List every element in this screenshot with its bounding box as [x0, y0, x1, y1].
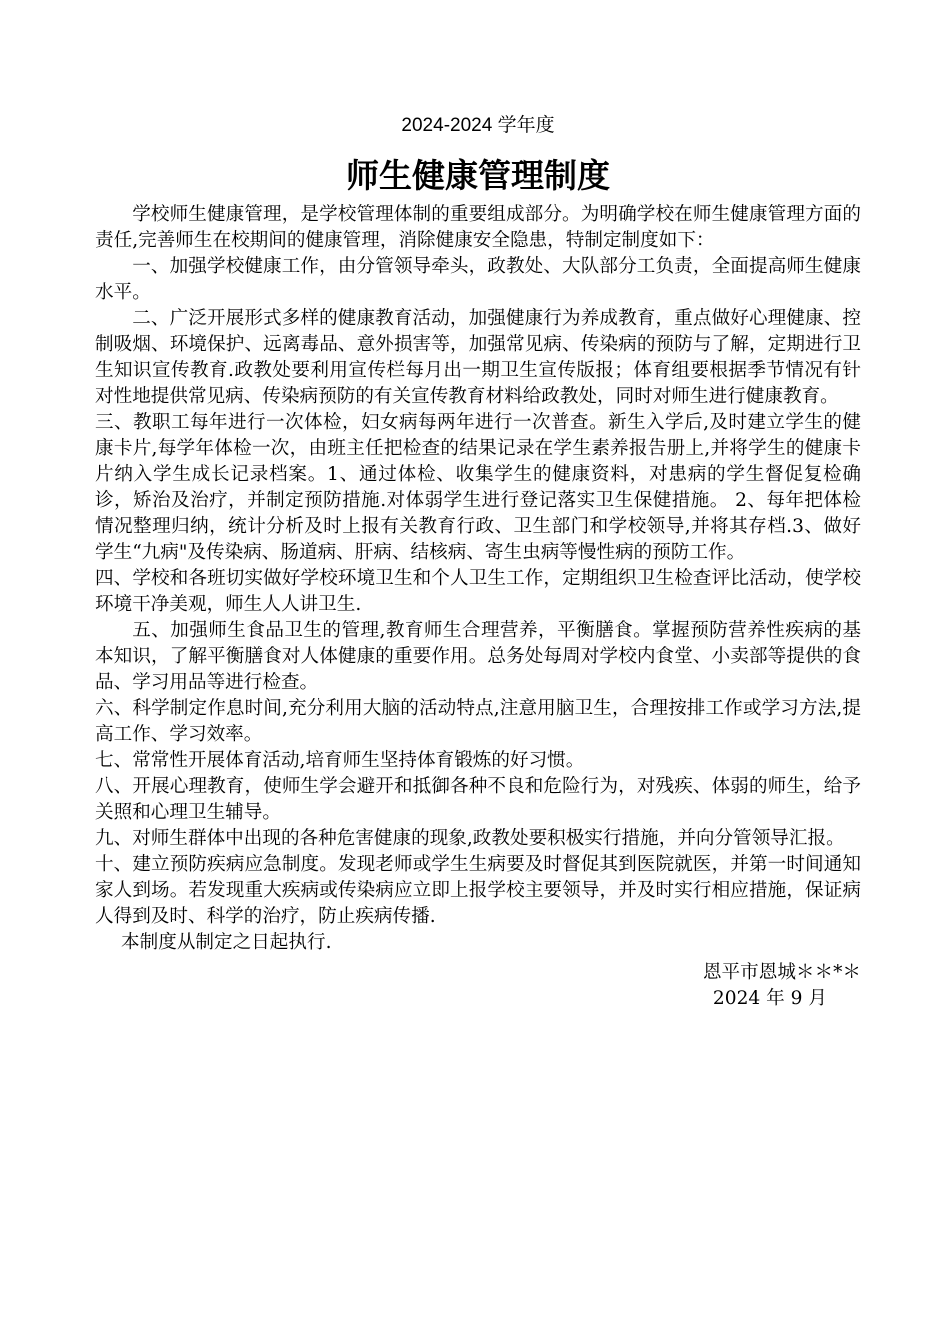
document-title: 师生健康管理制度	[346, 156, 610, 195]
clause-10-paragraph: 十、建立预防疾病应急制度。发现老师或学生生病要及时督促其到医院就医，并第一时间通知家人到场。若发现重大疾病或传染病应立即上报学校主要领导，并及时实行相应措施，保证病人得到及时、科学的治疗，防止疾病传播.	[95, 854, 861, 927]
clause-2-paragraph: 二、广泛开展形式多样的健康教育活动，加强健康行为养成教育，重点做好心理健康、控制吸烟、环境保护、远离毒品、意外损害等，加强常见病、传染病的预防与了解，定期进行卫生知识宣传教育.政教处要利用宣传栏每月出一期卫生宣传版报；体育组要根据季节情况有针对性地提供常见病、传染病预防的有关宣传教育材料给政教处，同时对师生进行健康教育。	[95, 308, 861, 407]
document-page	[95, 112, 861, 1012]
document-body	[95, 202, 861, 956]
clause-8-paragraph: 八、开展心理教育，使师生学会避开和抵御各种不良和危险行为，对残疾、体弱的师生，给予关照和心理卫生辅导。	[95, 776, 861, 823]
clause-6-paragraph: 六、科学制定作息时间,充分利用大脑的活动特点,注意用脑卫生，合理按排工作或学习方法,提高工作、学习效率。	[95, 698, 861, 745]
signature-block	[95, 960, 861, 1012]
clause-7-paragraph: 七、常常性开展体育活动,培育师生坚持体育锻炼的好习惯。	[95, 750, 585, 771]
clause-9-paragraph: 九、对师生群体中出现的各种危害健康的现象,政教处要积极实行措施，并向分管领导汇报。	[95, 828, 845, 849]
effective-date-paragraph: 本制度从制定之日起执行.	[121, 932, 332, 953]
clause-5-paragraph: 五、加强师生食品卫生的管理,教育师生合理营养，平衡膳食。掌握预防营养性疾病的基本知识，了解平衡膳食对人体健康的重要作用。总务处每周对学校内食堂、小卖部等提供的食品、学习用品等进行检查。	[95, 620, 861, 693]
clause-3-paragraph: 三、教职工每年进行一次体检，妇女病每两年进行一次普查。新生入学后,及时建立学生的健康卡片,每学年体检一次，由班主任把检查的结果记录在学生素养报告册上,并将学生的健康卡片纳入学生成长记录档案。1、通过体检、收集学生的健康资料，对患病的学生督促复检确诊，矫治及治疗，并制定预防措施.对体弱学生进行登记落实卫生保健措施。 2、每年把体检情况整理归纳，统计分析及时上报有关教育行政、卫生部门和学校领导,并将其存档.3、做好学生“九病"及传染病、肠道病、肝病、结核病、寄生虫病等慢性病的预防工作。	[95, 412, 861, 563]
academic-year-line: 2024-2024 学年度	[401, 115, 555, 136]
clause-4-paragraph: 四、学校和各班切实做好学校环境卫生和个人卫生工作，定期组织卫生检查评比活动，使学校环境干净美观，师生人人讲卫生.	[95, 568, 861, 615]
signature-organization: 恩平市恩城＊＊*＊	[702, 962, 861, 983]
signature-date: 2024 年 9 月	[712, 988, 827, 1009]
clause-1-paragraph: 一、加强学校健康工作，由分管领导牵头，政教处、大队部分工负责，全面提高师生健康水平。	[95, 256, 861, 303]
intro-paragraph: 学校师生健康管理，是学校管理体制的重要组成部分。为明确学校在师生健康管理方面的责任,完善师生在校期间的健康管理，消除健康安全隐患，特制定制度如下：	[95, 204, 861, 251]
